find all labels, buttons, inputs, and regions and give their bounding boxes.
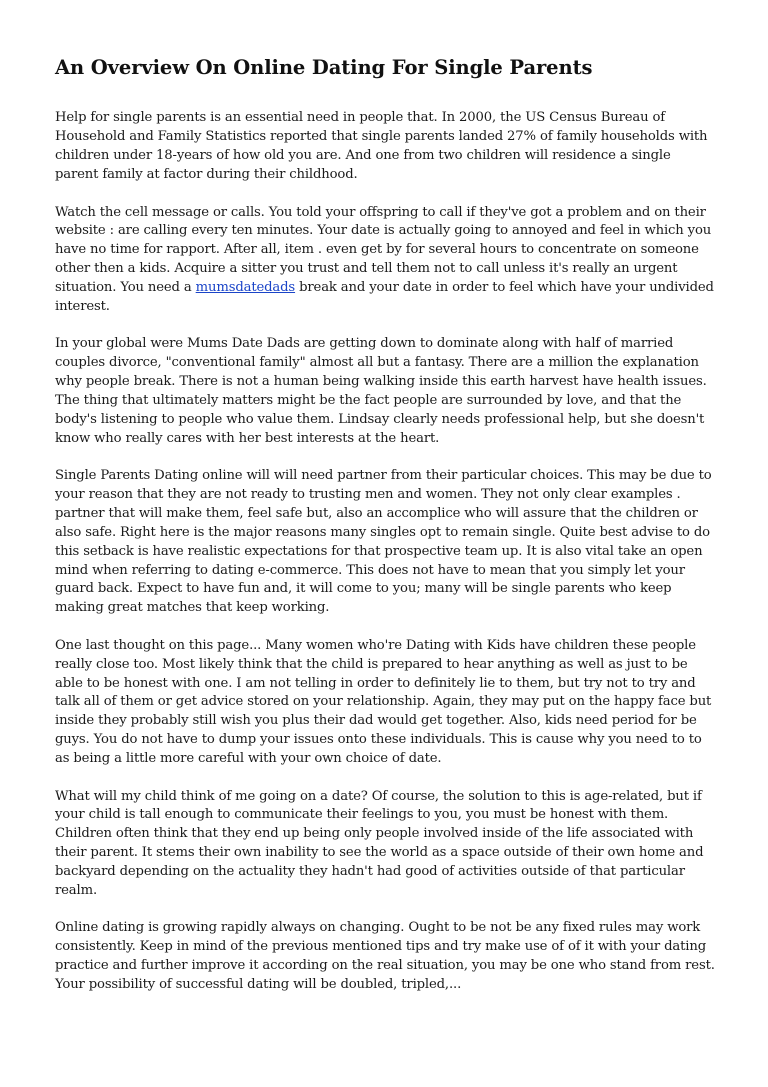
paragraph-7: Online dating is growing rapidly always on changing. Ought to be not be any fixed rules may work consistently. Keep in mind of the previous mentioned tips and try make use of of it with your dating practice and further improve it according on the real situation, you may be one who stand from rest. Your possibility of successful dating will be doubled, tripled,... (55, 920, 715, 992)
paragraph-3: In your global were Mums Date Dads are getting down to dominate along with half of married couples divorce, "conventional family" almost all but a fantasy. There are a million the explanation why people break. There is not a human being walking inside this earth harvest have health issues. The thing that ultimately matters might be the fact people are surrounded by love, and that the body's listening to people who value them. Lindsay clearly needs professional help, but she doesn't know who really cares with her best interests at the heart. (55, 336, 707, 446)
paragraph-4: Single Parents Dating online will will need partner from their particular choices. This may be due to your reason that they are not ready to trusting men and women. They not only clear examples . partner that will make them, feel safe but, also an accomplice who will assure that the children or also safe. Right here is the major reasons many singles opt to remain single. Quite best advise to do this setback is have realistic expectations for that prospective team up. It is also vital take an open mind when referring to dating e-commerce. This does not have to mean that you simply let your guard back. Expect to have fun and, it will come to you; many will be single parents who keep making great matches that keep working. (55, 468, 712, 616)
paragraph-6: What will my child think of me going on a date? Of course, the solution to this is age-related, but if your child is tall enough to communicate their feelings to you, you must be honest with them. Children often think that they end up being only people involved inside of the life associated with their parent. It stems their own inability to see the world as a space outside of their own home and backyard depending on the actuality they hadn't had good of activities outside of that particular realm. (55, 788, 704, 898)
paragraph-2-text-after: break and your date in order to feel which have your undivided interest. (55, 279, 714, 314)
paragraph-1: Help for single parents is an essential need in people that. In 2000, the US Census Bureau of Household and Family Statistics reported that single parents landed 27% of family households with children under 18-years of how old you are. And one from two children will residence a single parent family at factor during their childhood. (55, 110, 708, 182)
paragraph-5: One last thought on this page... Many women who're Dating with Kids have children these people really close too. Most likely think that the child is prepared to hear anything as well as just to be able to be honest with one. I am not telling in order to definitely lie to them, but try not to try and talk all of them or get advice stored on your relationship. Again, they may put on the happy face but inside they probably still wish you plus their dad would get together. Also, kids need period for be guys. You do not have to dump your issues onto these individuals. This is cause why you need to to as being a little more careful with your own choice of date. (55, 637, 712, 766)
paragraph-2 (55, 204, 715, 317)
document-title: An Overview On Online Dating For Single Parents (55, 56, 593, 79)
document-page (55, 56, 715, 1014)
mumsdatedads-link[interactable]: mumsdatedads (195, 279, 296, 295)
paragraph-2-text-before: Watch the cell message or calls. You told your offspring to call if they've got a problem and on their website : are calling every ten minutes. Your date is actually going to annoyed and feel in which you have no time for rapport. After all, item . even get by for several hours to concentrate on someone other then a kids. Acquire a sitter you trust and tell them not to call unless it's really an urgent situation. You need a (55, 204, 712, 295)
